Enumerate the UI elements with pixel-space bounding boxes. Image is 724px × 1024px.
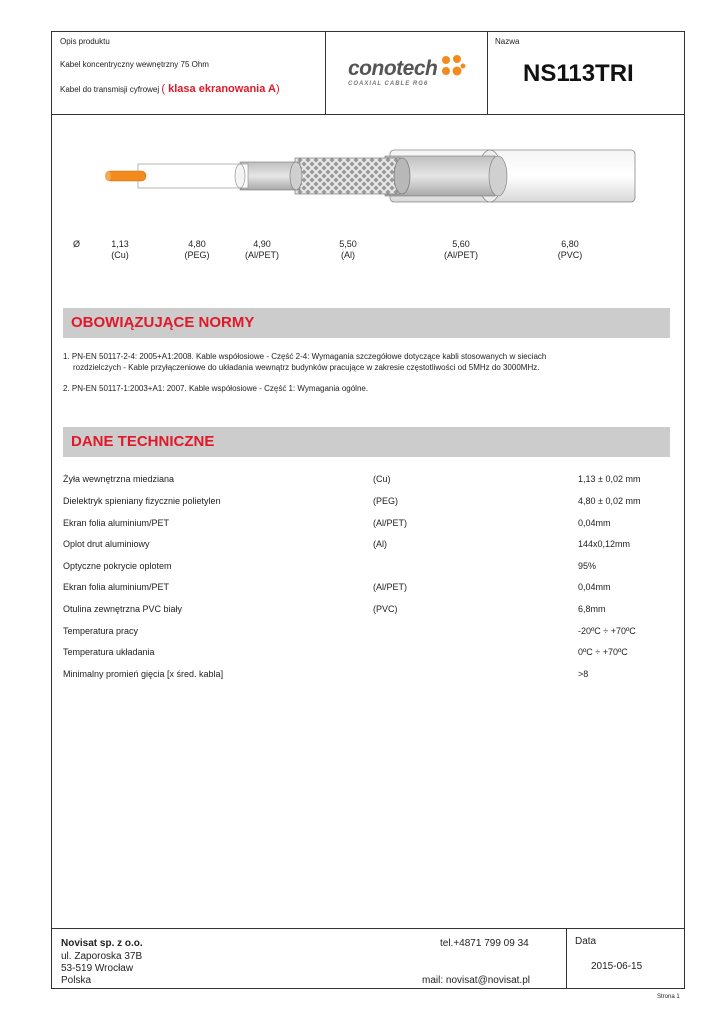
- param-value: 0,04mm: [578, 582, 611, 592]
- norm-item-2: 2. PN-EN 50117-1:2003+A1: 2007. Kable współosiowe - Część 1: Wymagania ogólne.: [63, 384, 369, 393]
- dimension-cu: [90, 239, 150, 261]
- cable-cross-section-diagram: [100, 140, 650, 210]
- table-row: [63, 496, 673, 510]
- header-divider: [51, 114, 685, 115]
- product-description-line2: [60, 83, 280, 95]
- dimension-value: 4,80: [188, 239, 206, 249]
- footer-divider: [51, 928, 685, 929]
- header-col-divider-2: [487, 31, 488, 114]
- dimension-al-pet-2: [431, 239, 491, 261]
- conotech-logo-text: conotech: [348, 57, 438, 80]
- dimension-material: (Al/PET): [244, 250, 279, 260]
- param-value: 4,80 ± 0,02 mm: [578, 496, 641, 506]
- dimension-value: 5,60: [452, 239, 470, 249]
- param-value: 0ºC ÷ +70ºC: [578, 647, 628, 657]
- line2-prefix: Kabel do transmisji cyfrowej: [60, 85, 160, 94]
- company-email[interactable]: mail: novisat@novisat.pl: [422, 975, 530, 986]
- dimension-material: (Al/PET): [443, 250, 478, 260]
- product-description-line1: Kabel koncentryczny wewnętrzny 75 Ohm: [60, 60, 209, 69]
- param-material: (Al/PET): [373, 518, 408, 528]
- dimension-material: (PVC): [557, 250, 583, 260]
- param-material: (Al): [373, 539, 387, 549]
- norms-title: OBOWIĄZUJĄCE NORMY: [71, 314, 255, 331]
- logo-subtitle: COAXIAL CABLE RG6: [348, 81, 429, 87]
- company-country: Polska: [61, 975, 92, 986]
- param-material: (PEG): [373, 496, 399, 506]
- param-name: Żyła wewnętrzna miedziana: [63, 474, 175, 484]
- dimension-value: 1,13: [111, 239, 129, 249]
- conotech-logo-icon: [440, 54, 468, 80]
- norms-section-header: [63, 308, 670, 338]
- param-name: Ekran folia aluminium/PET: [63, 582, 170, 592]
- dimension-al-pet-1: [232, 239, 292, 261]
- table-row: [63, 647, 673, 661]
- dimension-value: 5,50: [339, 239, 357, 249]
- param-value: 1,13 ± 0,02 mm: [578, 474, 641, 484]
- company-street: ul. Zaporoska 37B: [61, 951, 143, 962]
- param-name: Optyczne pokrycie oplotem: [63, 561, 172, 571]
- footer-col-divider: [566, 928, 567, 989]
- header-col-divider-1: [325, 31, 326, 114]
- table-row: [63, 626, 673, 640]
- param-name: Oplot drut aluminiowy: [63, 539, 150, 549]
- norm-item-1-line2: rozdzielczych - Kable przyłączeniowe do układania wewnątrz budynków pracujące w zakresie częstotliwości od 5MHz do 3000MHz.: [73, 363, 540, 372]
- param-value: 95%: [578, 561, 597, 571]
- param-value: 144x0,12mm: [578, 539, 631, 549]
- param-value: 6,8mm: [578, 604, 606, 614]
- param-name: Minimalny promień gięcia [x śred. kabla]: [63, 669, 224, 679]
- param-value: >8: [578, 669, 589, 679]
- dimension-pvc: [540, 239, 600, 261]
- param-name: Temperatura układania: [63, 647, 155, 657]
- dimension-value: 6,80: [561, 239, 579, 249]
- company-city: 53-519 Wrocław: [61, 963, 134, 974]
- norm-item-1-line1: 1. PN-EN 50117-2-4: 2005+A1:2008. Kable współosiowe - Część 2-4: Wymagania szczegółowe dotyczące kabli stosowanych w sieciach: [63, 352, 547, 361]
- dimension-material: (PEG): [184, 250, 210, 260]
- dimension-value: 4,90: [253, 239, 271, 249]
- param-value: 0,04mm: [578, 518, 611, 528]
- company-phone: tel.+4871 799 09 34: [440, 938, 529, 949]
- line2-open: (: [161, 83, 169, 95]
- param-material: (Cu): [373, 474, 391, 484]
- shielding-class: klasa ekranowania A: [168, 83, 276, 95]
- document-date: 2015-06-15: [591, 961, 643, 972]
- name-label: Nazwa: [495, 37, 520, 46]
- dimension-al: [318, 239, 378, 261]
- line2-close: ): [275, 83, 280, 95]
- table-row: [63, 539, 673, 553]
- company-name: Novisat sp. z o.o.: [61, 938, 143, 949]
- table-row: [63, 474, 673, 488]
- dimension-material: (Cu): [111, 250, 129, 260]
- table-row: [63, 604, 673, 618]
- page-number: Strona 1: [657, 994, 680, 1000]
- param-name: Ekran folia aluminium/PET: [63, 518, 170, 528]
- dimension-material: (Al): [341, 250, 355, 260]
- diameter-symbol: Ø: [73, 239, 81, 249]
- dimension-peg: [167, 239, 227, 261]
- technical-section-header: [63, 427, 670, 457]
- param-name: Dielektryk spieniany fizycznie polietylen: [63, 496, 221, 506]
- param-name: Otulina zewnętrzna PVC biały: [63, 604, 183, 614]
- table-row: [63, 669, 673, 683]
- technical-title: DANE TECHNICZNE: [71, 433, 215, 450]
- param-value: -20ºC ÷ +70ºC: [578, 626, 636, 636]
- param-material: (Al/PET): [373, 582, 408, 592]
- param-name: Temperatura pracy: [63, 626, 139, 636]
- date-label: Data: [575, 936, 597, 947]
- table-row: [63, 582, 673, 596]
- product-description-label: Opis produktu: [60, 37, 110, 46]
- product-name: NS113TRI: [523, 60, 634, 87]
- param-material: (PVC): [373, 604, 398, 614]
- table-row: [63, 561, 673, 575]
- table-row: [63, 518, 673, 532]
